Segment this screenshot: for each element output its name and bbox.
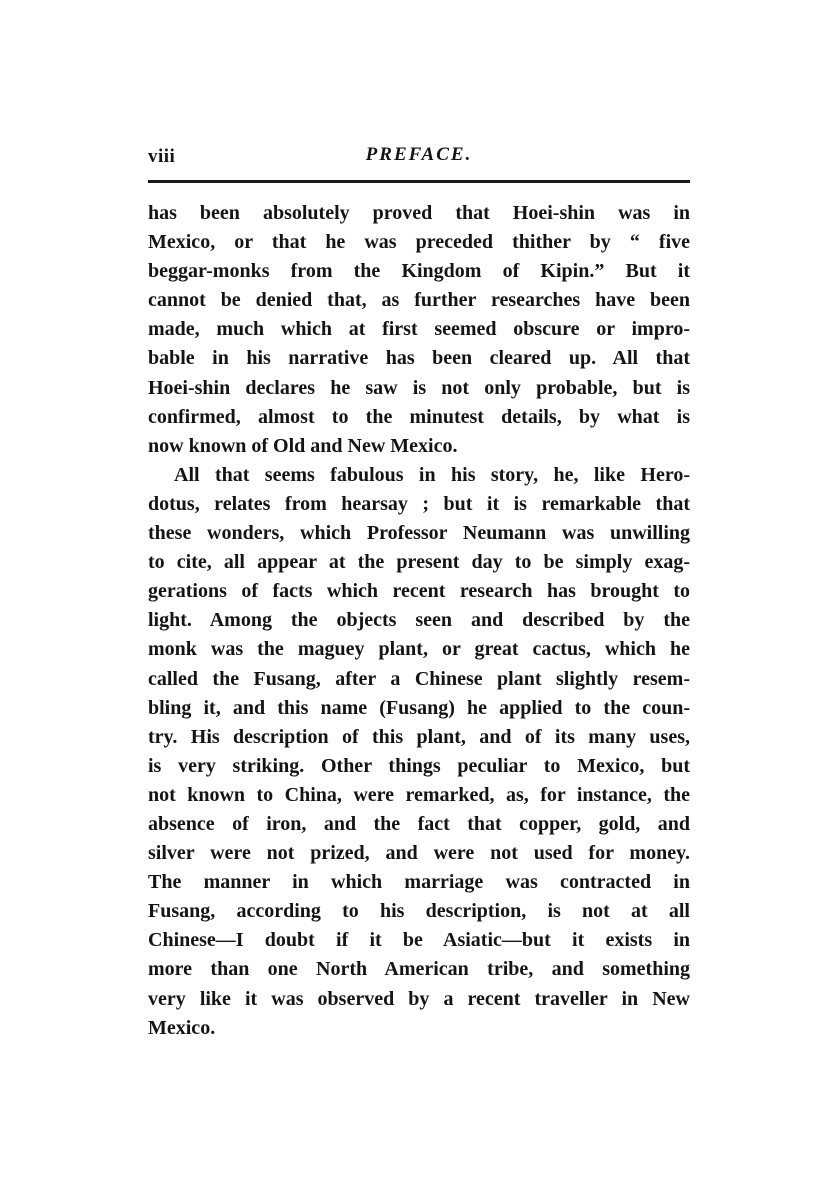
text-line: called the Fusang, after a Chinese plant slightly resem- [148, 667, 690, 690]
paragraph-start-line: All that seems fabulous in his story, he, like Hero- [174, 463, 690, 486]
text-line: not known to China, were remarked, as, for instance, the [148, 783, 690, 806]
text-line: beggar-monks from the Kingdom of Kipin.” But it [148, 260, 690, 283]
text-line: gerations of facts which recent research has brought to [148, 580, 690, 603]
text-line: absence of iron, and the fact that copper, gold, and [148, 812, 690, 835]
text-line: confirmed, almost to the minutest details, by what is [148, 405, 690, 428]
text-line: The manner in which marriage was contracted in [148, 871, 690, 894]
text-line: bling it, and this name (Fusang) he applied to the coun- [148, 696, 690, 719]
page-header [148, 142, 690, 176]
text-line: very like it was observed by a recent traveller in New [148, 987, 690, 1010]
text-line: silver were not prized, and were not used for money. [148, 842, 690, 865]
text-line: Hoei-shin declares he saw is not only probable, but is [148, 376, 690, 399]
text-line: monk was the maguey plant, or great cactus, which he [148, 638, 690, 661]
text-line: more than one North American tribe, and something [148, 958, 690, 981]
text-line: these wonders, which Professor Neumann was unwilling [148, 522, 690, 545]
paragraph-end-line: Mexico. [148, 1016, 216, 1039]
text-line: Fusang, according to his description, is not at all [148, 900, 690, 923]
paragraph-end-line: now known of Old and New Mexico. [148, 434, 458, 457]
text-line: has been absolutely proved that Hoei-shin was in [148, 202, 690, 224]
text-line: try. His description of this plant, and of its many uses, [148, 725, 690, 748]
text-line: bable in his narrative has been cleared up. All that [148, 347, 690, 370]
text-line: to cite, all appear at the present day to be simply exag- [148, 551, 690, 574]
text-line: is very striking. Other things peculiar to Mexico, but [148, 754, 690, 777]
text-line: dotus, relates from hearsay ; but it is remarkable that [148, 492, 690, 515]
text-line: Chinese—I doubt if it be Asiatic—but it exists in [148, 929, 690, 952]
text-line: Mexico, or that he was preceded thither by “ five [148, 231, 690, 254]
text-line: light. Among the objects seen and described by the [148, 609, 690, 632]
body-text [148, 199, 690, 1043]
running-title: PREFACE. [365, 144, 473, 165]
header-rule [148, 180, 690, 183]
text-line: made, much which at first seemed obscure or impro- [148, 318, 690, 341]
text-line: cannot be denied that, as further researches have been [148, 289, 690, 312]
page-number: viii [148, 146, 176, 167]
